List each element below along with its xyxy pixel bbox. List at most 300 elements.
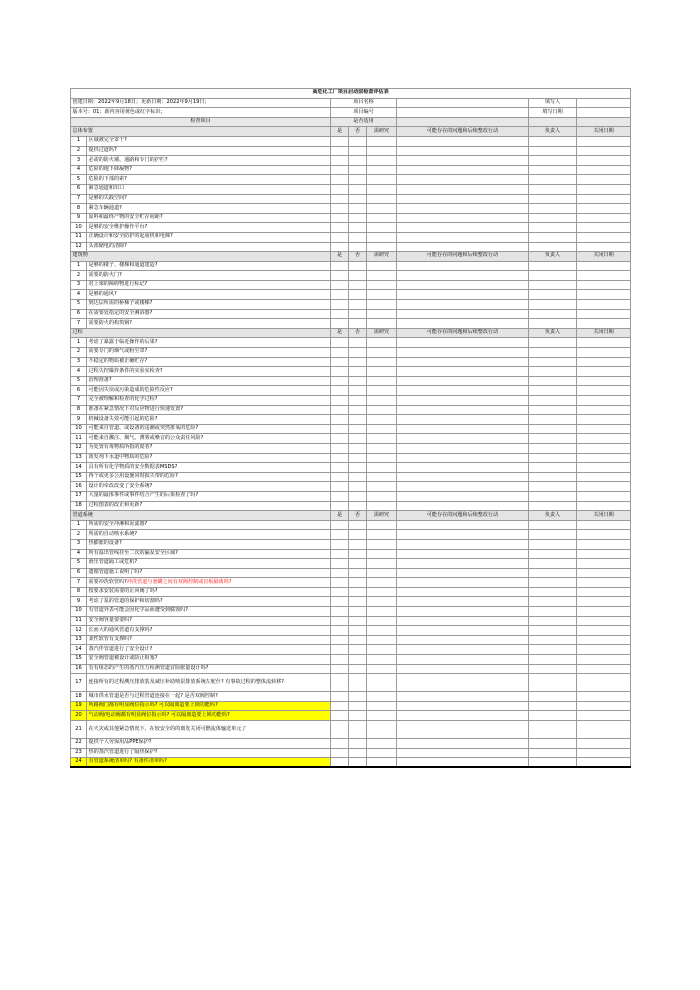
cell-yes[interactable] <box>331 549 349 559</box>
cell-owner[interactable] <box>529 261 577 271</box>
cell-yes[interactable] <box>331 748 349 758</box>
cell-close-date[interactable] <box>577 607 631 617</box>
cell-yes[interactable] <box>331 501 349 511</box>
cell-need-study[interactable] <box>367 559 397 569</box>
cell-no[interactable] <box>349 748 367 758</box>
cell-yes[interactable] <box>331 607 349 617</box>
cell-owner[interactable] <box>529 463 577 473</box>
cell-issues[interactable] <box>397 376 529 386</box>
cell-no[interactable] <box>349 434 367 444</box>
cell-issues[interactable] <box>397 443 529 453</box>
cell-owner[interactable] <box>529 482 577 492</box>
cell-owner[interactable] <box>529 626 577 636</box>
cell-owner[interactable] <box>529 223 577 233</box>
cell-owner[interactable] <box>529 520 577 530</box>
cell-close-date[interactable] <box>577 568 631 578</box>
cell-need-study[interactable] <box>367 348 397 358</box>
cell-yes[interactable] <box>331 692 349 702</box>
cell-close-date[interactable] <box>577 213 631 223</box>
cell-issues[interactable] <box>397 367 529 377</box>
cell-owner[interactable] <box>529 271 577 281</box>
cell-close-date[interactable] <box>577 261 631 271</box>
cell-issues[interactable] <box>397 175 529 185</box>
cell-no[interactable] <box>349 626 367 636</box>
cell-no[interactable] <box>349 701 367 711</box>
cell-issues[interactable] <box>397 568 529 578</box>
cell-issues[interactable] <box>397 520 529 530</box>
cell-no[interactable] <box>349 242 367 252</box>
cell-no[interactable] <box>349 271 367 281</box>
cell-issues[interactable] <box>397 701 529 711</box>
cell-no[interactable] <box>349 232 367 242</box>
cell-yes[interactable] <box>331 424 349 434</box>
cell-owner[interactable] <box>529 376 577 386</box>
cell-issues[interactable] <box>397 607 529 617</box>
cell-no[interactable] <box>349 607 367 617</box>
cell-yes[interactable] <box>331 701 349 711</box>
cell-no[interactable] <box>349 213 367 223</box>
cell-need-study[interactable] <box>367 463 397 473</box>
cell-no[interactable] <box>349 184 367 194</box>
project-name-value[interactable] <box>397 98 529 108</box>
cell-no[interactable] <box>349 655 367 665</box>
cell-issues[interactable] <box>397 539 529 549</box>
cell-issues[interactable] <box>397 405 529 415</box>
cell-no[interactable] <box>349 386 367 396</box>
cell-need-study[interactable] <box>367 146 397 156</box>
cell-owner[interactable] <box>529 635 577 645</box>
cell-owner[interactable] <box>529 739 577 749</box>
cell-close-date[interactable] <box>577 376 631 386</box>
cell-yes[interactable] <box>331 568 349 578</box>
cell-owner[interactable] <box>529 194 577 204</box>
cell-yes[interactable] <box>331 415 349 425</box>
cell-issues[interactable] <box>397 165 529 175</box>
cell-need-study[interactable] <box>367 721 397 739</box>
cell-owner[interactable] <box>529 539 577 549</box>
cell-need-study[interactable] <box>367 376 397 386</box>
cell-need-study[interactable] <box>367 626 397 636</box>
cell-close-date[interactable] <box>577 482 631 492</box>
cell-yes[interactable] <box>331 319 349 329</box>
cell-owner[interactable] <box>529 405 577 415</box>
cell-issues[interactable] <box>397 758 529 768</box>
cell-need-study[interactable] <box>367 597 397 607</box>
cell-issues[interactable] <box>397 156 529 166</box>
cell-owner[interactable] <box>529 443 577 453</box>
cell-close-date[interactable] <box>577 415 631 425</box>
cell-yes[interactable] <box>331 338 349 348</box>
cell-need-study[interactable] <box>367 357 397 367</box>
cell-issues[interactable] <box>397 549 529 559</box>
cell-issues[interactable] <box>397 300 529 310</box>
cell-yes[interactable] <box>331 165 349 175</box>
cell-issues[interactable] <box>397 348 529 358</box>
cell-close-date[interactable] <box>577 175 631 185</box>
cell-owner[interactable] <box>529 396 577 406</box>
cell-owner[interactable] <box>529 578 577 588</box>
cell-need-study[interactable] <box>367 443 397 453</box>
cell-close-date[interactable] <box>577 491 631 501</box>
cell-no[interactable] <box>349 309 367 319</box>
cell-yes[interactable] <box>331 655 349 665</box>
cell-need-study[interactable] <box>367 261 397 271</box>
cell-issues[interactable] <box>397 739 529 749</box>
cell-close-date[interactable] <box>577 674 631 692</box>
cell-issues[interactable] <box>397 232 529 242</box>
cell-no[interactable] <box>349 568 367 578</box>
cell-issues[interactable] <box>397 309 529 319</box>
cell-owner[interactable] <box>529 165 577 175</box>
cell-need-study[interactable] <box>367 415 397 425</box>
cell-owner[interactable] <box>529 607 577 617</box>
cell-owner[interactable] <box>529 472 577 482</box>
cell-yes[interactable] <box>331 261 349 271</box>
cell-close-date[interactable] <box>577 434 631 444</box>
cell-need-study[interactable] <box>367 711 397 721</box>
cell-issues[interactable] <box>397 597 529 607</box>
cell-yes[interactable] <box>331 453 349 463</box>
cell-owner[interactable] <box>529 348 577 358</box>
cell-close-date[interactable] <box>577 739 631 749</box>
cell-owner[interactable] <box>529 501 577 511</box>
cell-issues[interactable] <box>397 434 529 444</box>
cell-owner[interactable] <box>529 319 577 329</box>
filled-by-value[interactable] <box>577 98 631 108</box>
cell-issues[interactable] <box>397 463 529 473</box>
cell-close-date[interactable] <box>577 242 631 252</box>
cell-issues[interactable] <box>397 357 529 367</box>
cell-close-date[interactable] <box>577 501 631 511</box>
cell-close-date[interactable] <box>577 692 631 702</box>
cell-need-study[interactable] <box>367 194 397 204</box>
cell-issues[interactable] <box>397 271 529 281</box>
cell-yes[interactable] <box>331 664 349 674</box>
cell-issues[interactable] <box>397 721 529 739</box>
cell-owner[interactable] <box>529 290 577 300</box>
cell-need-study[interactable] <box>367 232 397 242</box>
cell-close-date[interactable] <box>577 146 631 156</box>
cell-need-study[interactable] <box>367 655 397 665</box>
cell-need-study[interactable] <box>367 568 397 578</box>
cell-owner[interactable] <box>529 136 577 146</box>
cell-no[interactable] <box>349 175 367 185</box>
cell-close-date[interactable] <box>577 223 631 233</box>
cell-no[interactable] <box>349 443 367 453</box>
cell-issues[interactable] <box>397 578 529 588</box>
cell-issues[interactable] <box>397 482 529 492</box>
cell-no[interactable] <box>349 300 367 310</box>
cell-issues[interactable] <box>397 453 529 463</box>
cell-need-study[interactable] <box>367 290 397 300</box>
cell-need-study[interactable] <box>367 482 397 492</box>
cell-close-date[interactable] <box>577 721 631 739</box>
cell-issues[interactable] <box>397 194 529 204</box>
cell-owner[interactable] <box>529 587 577 597</box>
cell-issues[interactable] <box>397 626 529 636</box>
cell-owner[interactable] <box>529 232 577 242</box>
cell-owner[interactable] <box>529 386 577 396</box>
cell-issues[interactable] <box>397 386 529 396</box>
cell-need-study[interactable] <box>367 607 397 617</box>
cell-need-study[interactable] <box>367 549 397 559</box>
cell-yes[interactable] <box>331 635 349 645</box>
cell-issues[interactable] <box>397 146 529 156</box>
cell-no[interactable] <box>349 711 367 721</box>
cell-yes[interactable] <box>331 271 349 281</box>
cell-issues[interactable] <box>397 748 529 758</box>
cell-owner[interactable] <box>529 434 577 444</box>
cell-owner[interactable] <box>529 146 577 156</box>
cell-close-date[interactable] <box>577 559 631 569</box>
cell-yes[interactable] <box>331 491 349 501</box>
cell-no[interactable] <box>349 758 367 768</box>
cell-issues[interactable] <box>397 290 529 300</box>
cell-need-study[interactable] <box>367 300 397 310</box>
cell-owner[interactable] <box>529 721 577 739</box>
cell-owner[interactable] <box>529 204 577 214</box>
cell-close-date[interactable] <box>577 472 631 482</box>
cell-owner[interactable] <box>529 655 577 665</box>
cell-close-date[interactable] <box>577 184 631 194</box>
cell-yes[interactable] <box>331 290 349 300</box>
cell-issues[interactable] <box>397 559 529 569</box>
cell-no[interactable] <box>349 396 367 406</box>
cell-need-study[interactable] <box>367 136 397 146</box>
cell-yes[interactable] <box>331 136 349 146</box>
cell-no[interactable] <box>349 721 367 739</box>
cell-need-study[interactable] <box>367 739 397 749</box>
cell-close-date[interactable] <box>577 748 631 758</box>
cell-no[interactable] <box>349 376 367 386</box>
cell-no[interactable] <box>349 367 367 377</box>
cell-issues[interactable] <box>397 415 529 425</box>
cell-yes[interactable] <box>331 645 349 655</box>
cell-no[interactable] <box>349 692 367 702</box>
cell-owner[interactable] <box>529 175 577 185</box>
cell-need-study[interactable] <box>367 664 397 674</box>
cell-owner[interactable] <box>529 300 577 310</box>
cell-no[interactable] <box>349 146 367 156</box>
cell-close-date[interactable] <box>577 520 631 530</box>
cell-owner[interactable] <box>529 559 577 569</box>
cell-close-date[interactable] <box>577 616 631 626</box>
cell-close-date[interactable] <box>577 194 631 204</box>
cell-close-date[interactable] <box>577 655 631 665</box>
cell-need-study[interactable] <box>367 530 397 540</box>
cell-owner[interactable] <box>529 692 577 702</box>
cell-owner[interactable] <box>529 453 577 463</box>
cell-need-study[interactable] <box>367 692 397 702</box>
cell-no[interactable] <box>349 501 367 511</box>
cell-close-date[interactable] <box>577 290 631 300</box>
cell-issues[interactable] <box>397 655 529 665</box>
cell-close-date[interactable] <box>577 338 631 348</box>
cell-no[interactable] <box>349 482 367 492</box>
cell-need-study[interactable] <box>367 748 397 758</box>
cell-issues[interactable] <box>397 491 529 501</box>
cell-need-study[interactable] <box>367 184 397 194</box>
cell-close-date[interactable] <box>577 539 631 549</box>
cell-close-date[interactable] <box>577 453 631 463</box>
cell-close-date[interactable] <box>577 711 631 721</box>
cell-yes[interactable] <box>331 146 349 156</box>
cell-owner[interactable] <box>529 213 577 223</box>
cell-no[interactable] <box>349 635 367 645</box>
cell-no[interactable] <box>349 357 367 367</box>
cell-yes[interactable] <box>331 434 349 444</box>
cell-issues[interactable] <box>397 280 529 290</box>
cell-close-date[interactable] <box>577 549 631 559</box>
cell-no[interactable] <box>349 204 367 214</box>
cell-yes[interactable] <box>331 386 349 396</box>
cell-issues[interactable] <box>397 616 529 626</box>
cell-issues[interactable] <box>397 213 529 223</box>
cell-need-study[interactable] <box>367 223 397 233</box>
cell-no[interactable] <box>349 520 367 530</box>
cell-issues[interactable] <box>397 223 529 233</box>
cell-close-date[interactable] <box>577 319 631 329</box>
cell-issues[interactable] <box>397 674 529 692</box>
cell-issues[interactable] <box>397 242 529 252</box>
cell-issues[interactable] <box>397 184 529 194</box>
cell-no[interactable] <box>349 405 367 415</box>
cell-need-study[interactable] <box>367 386 397 396</box>
cell-yes[interactable] <box>331 376 349 386</box>
cell-yes[interactable] <box>331 175 349 185</box>
cell-close-date[interactable] <box>577 204 631 214</box>
cell-owner[interactable] <box>529 549 577 559</box>
cell-yes[interactable] <box>331 443 349 453</box>
cell-owner[interactable] <box>529 491 577 501</box>
cell-yes[interactable] <box>331 156 349 166</box>
cell-need-study[interactable] <box>367 645 397 655</box>
cell-yes[interactable] <box>331 194 349 204</box>
cell-need-study[interactable] <box>367 156 397 166</box>
cell-owner[interactable] <box>529 415 577 425</box>
cell-owner[interactable] <box>529 280 577 290</box>
cell-owner[interactable] <box>529 357 577 367</box>
cell-need-study[interactable] <box>367 616 397 626</box>
cell-need-study[interactable] <box>367 758 397 768</box>
cell-yes[interactable] <box>331 616 349 626</box>
cell-no[interactable] <box>349 156 367 166</box>
cell-owner[interactable] <box>529 184 577 194</box>
cell-no[interactable] <box>349 348 367 358</box>
cell-no[interactable] <box>349 549 367 559</box>
cell-close-date[interactable] <box>577 530 631 540</box>
cell-owner[interactable] <box>529 367 577 377</box>
cell-owner[interactable] <box>529 645 577 655</box>
cell-yes[interactable] <box>331 213 349 223</box>
cell-need-study[interactable] <box>367 501 397 511</box>
cell-issues[interactable] <box>397 396 529 406</box>
cell-close-date[interactable] <box>577 635 631 645</box>
cell-need-study[interactable] <box>367 578 397 588</box>
cell-no[interactable] <box>349 453 367 463</box>
cell-yes[interactable] <box>331 223 349 233</box>
cell-close-date[interactable] <box>577 271 631 281</box>
cell-yes[interactable] <box>331 626 349 636</box>
cell-yes[interactable] <box>331 232 349 242</box>
cell-issues[interactable] <box>397 587 529 597</box>
cell-need-study[interactable] <box>367 539 397 549</box>
cell-issues[interactable] <box>397 635 529 645</box>
cell-need-study[interactable] <box>367 242 397 252</box>
cell-no[interactable] <box>349 194 367 204</box>
cell-issues[interactable] <box>397 664 529 674</box>
cell-need-study[interactable] <box>367 367 397 377</box>
cell-close-date[interactable] <box>577 645 631 655</box>
cell-close-date[interactable] <box>577 357 631 367</box>
cell-owner[interactable] <box>529 674 577 692</box>
cell-no[interactable] <box>349 290 367 300</box>
cell-issues[interactable] <box>397 472 529 482</box>
cell-no[interactable] <box>349 463 367 473</box>
cell-need-study[interactable] <box>367 396 397 406</box>
cell-owner[interactable] <box>529 156 577 166</box>
cell-issues[interactable] <box>397 261 529 271</box>
cell-no[interactable] <box>349 491 367 501</box>
cell-close-date[interactable] <box>577 396 631 406</box>
cell-need-study[interactable] <box>367 271 397 281</box>
cell-no[interactable] <box>349 578 367 588</box>
cell-need-study[interactable] <box>367 491 397 501</box>
cell-issues[interactable] <box>397 645 529 655</box>
cell-no[interactable] <box>349 136 367 146</box>
cell-close-date[interactable] <box>577 309 631 319</box>
cell-yes[interactable] <box>331 530 349 540</box>
cell-close-date[interactable] <box>577 405 631 415</box>
cell-no[interactable] <box>349 616 367 626</box>
cell-no[interactable] <box>349 424 367 434</box>
cell-no[interactable] <box>349 223 367 233</box>
cell-owner[interactable] <box>529 711 577 721</box>
project-number-value[interactable] <box>397 108 529 118</box>
cell-issues[interactable] <box>397 711 529 721</box>
cell-yes[interactable] <box>331 367 349 377</box>
cell-issues[interactable] <box>397 424 529 434</box>
cell-close-date[interactable] <box>577 758 631 768</box>
cell-yes[interactable] <box>331 357 349 367</box>
cell-yes[interactable] <box>331 472 349 482</box>
cell-issues[interactable] <box>397 530 529 540</box>
cell-owner[interactable] <box>529 597 577 607</box>
cell-close-date[interactable] <box>577 165 631 175</box>
cell-yes[interactable] <box>331 597 349 607</box>
cell-need-study[interactable] <box>367 319 397 329</box>
cell-close-date[interactable] <box>577 280 631 290</box>
cell-owner[interactable] <box>529 338 577 348</box>
cell-yes[interactable] <box>331 482 349 492</box>
cell-yes[interactable] <box>331 721 349 739</box>
cell-no[interactable] <box>349 165 367 175</box>
cell-need-study[interactable] <box>367 280 397 290</box>
cell-close-date[interactable] <box>577 701 631 711</box>
cell-need-study[interactable] <box>367 309 397 319</box>
cell-owner[interactable] <box>529 758 577 768</box>
cell-no[interactable] <box>349 539 367 549</box>
cell-need-study[interactable] <box>367 405 397 415</box>
cell-no[interactable] <box>349 559 367 569</box>
fill-date-value[interactable] <box>577 108 631 118</box>
cell-yes[interactable] <box>331 280 349 290</box>
cell-no[interactable] <box>349 415 367 425</box>
cell-yes[interactable] <box>331 300 349 310</box>
cell-close-date[interactable] <box>577 626 631 636</box>
cell-close-date[interactable] <box>577 348 631 358</box>
cell-need-study[interactable] <box>367 472 397 482</box>
